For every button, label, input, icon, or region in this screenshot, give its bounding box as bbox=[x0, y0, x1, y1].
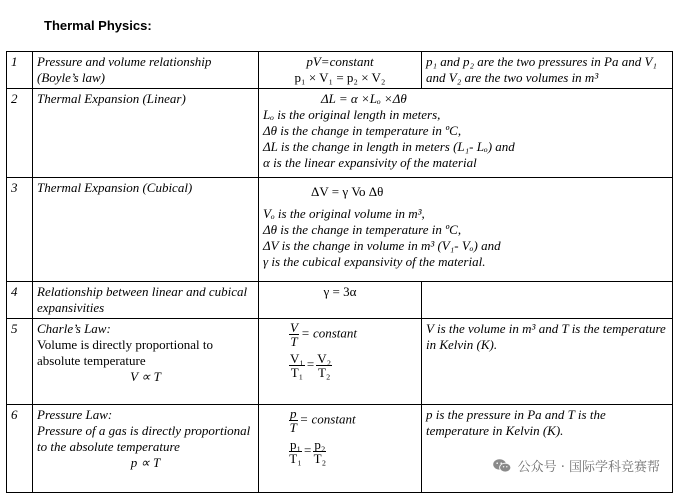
equals-sign: = bbox=[306, 356, 315, 372]
notes-cell: p₁ and p₂ are the two pressures in Pa and V₁ and V₂ are the two volumes in m³ bbox=[422, 52, 673, 89]
topic-cell: Relationship between linear and cubical expansivities bbox=[33, 282, 259, 319]
description-line: γ is the cubical expansivity of the material. bbox=[263, 254, 486, 269]
constant-label: = constant bbox=[300, 325, 358, 341]
description-line: Vₒ is the original volume in m³, bbox=[263, 206, 425, 221]
formula-line: pV=constant bbox=[306, 54, 374, 69]
description-line: Lₒ is the original length in meters, bbox=[263, 107, 441, 122]
table-row bbox=[7, 405, 673, 493]
thermal-physics-table bbox=[6, 51, 673, 493]
row-number: 4 bbox=[7, 282, 33, 319]
law-name: Pressure Law: bbox=[37, 407, 113, 422]
notes-cell: V is the volume in m³ and T is the temperature in Kelvin (K). bbox=[422, 319, 673, 405]
topic-cell bbox=[33, 319, 259, 405]
table-row bbox=[7, 319, 673, 405]
formula-line: p₁ × V₁ = p₂ × V₂ bbox=[294, 70, 386, 85]
topic-cell: Thermal Expansion (Linear) bbox=[33, 89, 259, 178]
fraction-v-over-t: $\frac{V}{T}$ bbox=[290, 320, 298, 349]
table-row bbox=[7, 282, 673, 319]
fraction-p-over-t: $\frac{p}{T}$ bbox=[289, 406, 297, 435]
topic-cell bbox=[33, 405, 259, 493]
notes-cell bbox=[422, 282, 673, 319]
formula-cell bbox=[259, 405, 422, 493]
row-number: 1 bbox=[7, 52, 33, 89]
fraction-p2-over-t2: $\frac{\text{p₂}}{\text{T₂}}$ bbox=[313, 437, 327, 466]
wechat-icon bbox=[492, 458, 512, 474]
formula-description-cell bbox=[259, 89, 673, 178]
law-statement: Pressure of a gas is directly proportional to the absolute temperature bbox=[37, 423, 251, 454]
description-line: ΔV is the change in volume in m³ (V₁- Vₒ) and bbox=[263, 238, 501, 253]
description-line: Δθ is the change in temperature in ºC, bbox=[263, 123, 462, 138]
description-line: Δθ is the change in temperature in ºC, bbox=[263, 222, 462, 237]
row-number: 6 bbox=[7, 405, 33, 493]
page-title: Thermal Physics: bbox=[44, 18, 152, 33]
row-number: 5 bbox=[7, 319, 33, 405]
topic-cell: Thermal Expansion (Cubical) bbox=[33, 178, 259, 282]
table-row bbox=[7, 89, 673, 178]
watermark-text: 公众号 · 国际学科竞赛帮 bbox=[517, 460, 660, 475]
equals-sign: = bbox=[304, 442, 312, 458]
notes-cell: p is the pressure in Pa and T is the temperature in Kelvin (K). bbox=[422, 405, 673, 493]
formula-line: ΔV = γ Vo Δθ bbox=[311, 184, 384, 199]
description-line: α is the linear expansivity of the material bbox=[263, 155, 477, 170]
formula-description-cell bbox=[259, 178, 673, 282]
constant-label: = constant bbox=[299, 411, 356, 427]
formula-cell bbox=[259, 319, 422, 405]
row-number: 2 bbox=[7, 89, 33, 178]
topic-cell: Pressure and volume relationship (Boyle’s law) bbox=[33, 52, 259, 89]
formula-line: ΔL = α ×Lₒ ×Δθ bbox=[321, 91, 407, 106]
watermark bbox=[488, 454, 664, 477]
description-line: ΔL is the change in length in meters (L₁- Lₒ) and bbox=[263, 139, 515, 154]
proportionality: V ∝ T bbox=[130, 369, 161, 384]
row-number: 3 bbox=[7, 178, 33, 282]
fraction-p1-over-t1: $\frac{\text{p₁}}{\text{T₁}}$ bbox=[289, 437, 302, 466]
proportionality: p ∝ T bbox=[130, 455, 161, 470]
table-row bbox=[7, 178, 673, 282]
table-row bbox=[7, 52, 673, 89]
formula-cell bbox=[259, 52, 422, 89]
formula-cell: γ = 3α bbox=[259, 282, 422, 319]
law-statement: Volume is directly proportional to absolute temperature bbox=[37, 337, 213, 368]
fraction-v1-over-t1: $\frac{\text{V₁}}{\text{T₁}}$ bbox=[290, 351, 304, 380]
law-name: Charle’s Law: bbox=[37, 321, 111, 336]
fraction-v2-over-t2: $\frac{\text{V₂}}{\text{T₂}}$ bbox=[317, 351, 332, 380]
